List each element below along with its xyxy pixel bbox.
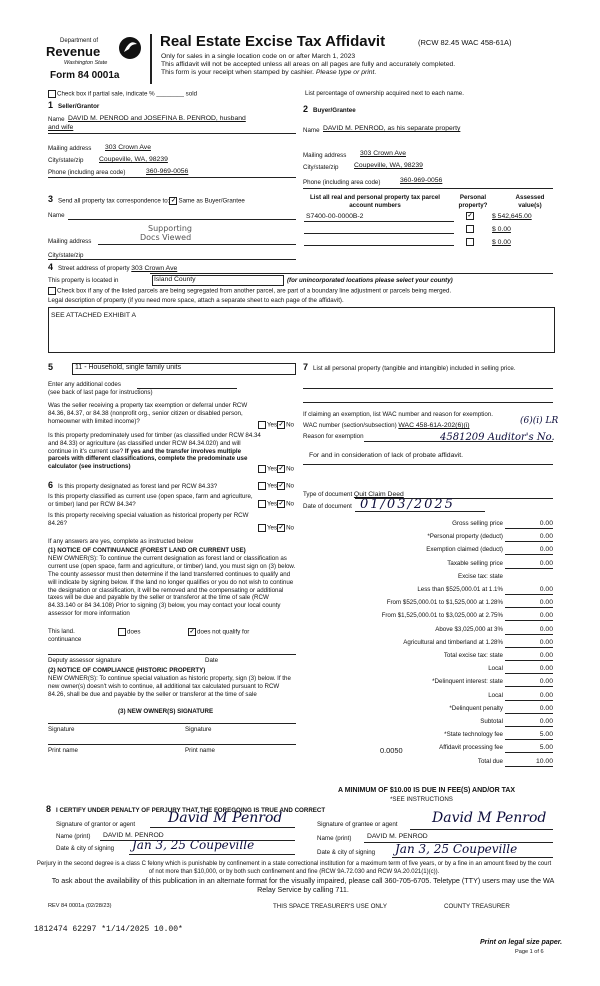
- tax-row-label: Local: [488, 665, 503, 673]
- exemption-claim-label: If claiming an exemption, list WAC number and reason for exemption.: [303, 411, 493, 418]
- seller-mail-label: Mailing address: [48, 145, 92, 152]
- treasurer-use-label: THIS SPACE TREASURER'S USE ONLY: [273, 903, 387, 910]
- buyer-city[interactable]: Coupeville, WA, 98239: [354, 162, 423, 169]
- exemption-answer: Yes✓ No: [258, 421, 294, 429]
- tax-row-underline: [505, 528, 553, 529]
- new-owner-signature-heading: (3) NEW OWNER(S) SIGNATURE: [118, 708, 214, 715]
- revision-label: REV 84 0001a (02/28/23): [48, 903, 112, 909]
- tax-row-value[interactable]: 0.00: [539, 533, 553, 541]
- tax-row-underline: [505, 752, 553, 753]
- supporting-docs-stamp-2: Docs Viewed: [140, 233, 192, 242]
- supporting-docs-stamp-1: Supporting: [148, 224, 192, 233]
- additional-codes-label: Enter any additional codes: [48, 381, 121, 388]
- section-2-number: 2: [303, 104, 309, 114]
- owner-print-label-2: Print name: [185, 747, 215, 754]
- list-percentage-text: List percentage of ownership acquired next to each name.: [305, 90, 464, 97]
- section-6-number: 6: [48, 480, 54, 490]
- tax-row-value[interactable]: 0.00: [539, 652, 553, 659]
- header: [0, 0, 600, 90]
- buyer-phone[interactable]: 360-969-0056: [400, 177, 443, 184]
- legal-desc-label: Legal description of property (if you need more space, attach a separate sheet to each page of the affidavit).: [48, 297, 344, 304]
- does-option: does: [118, 628, 140, 636]
- seller-heading: Seller/Grantor: [58, 103, 100, 110]
- tax-row-value[interactable]: 0.00: [539, 612, 553, 620]
- tax-row-label: *State technology fee: [444, 731, 503, 739]
- does-checkbox[interactable]: [118, 628, 126, 636]
- current-use-question: Is this property classified as current use (open space, farm and agriculture, or timber) land per RCW 84.34?: [48, 493, 253, 508]
- tax-row-value[interactable]: 0.00: [539, 520, 553, 527]
- tax-row-underline: [505, 620, 553, 621]
- certify-statement: I CERTIFY UNDER PENALTY OF PERJURY THAT THE FOREGOING IS TRUE AND CORRECT: [56, 807, 326, 814]
- tax-row-label: *Personal property (deduct): [427, 533, 503, 541]
- parcel-value-1[interactable]: $ 542,645.00: [492, 213, 532, 220]
- buyer-mail[interactable]: 303 Crown Ave: [360, 150, 406, 157]
- grantor-name-label: Name (print): [56, 833, 91, 840]
- forest-land-question: Is this property designated as forest land per RCW 84.33?: [58, 483, 218, 490]
- notice-continuance-text: NEW OWNER(S): To continue the current designation as forest land or classification as current use (open space, farm and agriculture, or timber) land, you must sign on (3) below. The county assessor must then determine if the land transferred continues to qualify and will indicate by signing below. If the land no longer qualifies or you do not wish to continue the designation or classification, it will be removed and the compensating or additional taxes will be due and payable by the seller or transferor at the time of sale (RCW 84.33.140 or 84 34.108) Prior to signing (3) below, you may contact your local county assessor for more information: [48, 555, 296, 618]
- buyer-name[interactable]: DAVID M. PENROD, as his separate property: [323, 125, 461, 132]
- deputy-assessor-label: Deputy assessor signature: [48, 657, 122, 664]
- exemption-question: Was the seller receiving a property tax exemption or deferral under RCW 84.36, 84.37, or 84.38 (nonprofit org., senior citizen or disabled person, homeowner with limited income)?: [48, 402, 248, 425]
- tax-row-label: *Delinquent interest: state: [432, 678, 503, 686]
- tax-row-underline: [505, 766, 553, 767]
- tax-row-value[interactable]: 0.00: [539, 691, 553, 699]
- notice-compliance-heading: (2) NOTICE OF COMPLIANCE (HISTORIC PROPERTY): [48, 667, 206, 674]
- tax-row-label: Excise tax: state: [457, 572, 503, 580]
- tax-row-label: From $1,525,000.01 to $3,025,000 at 2.75%: [381, 612, 503, 620]
- local-rate: 0.0050: [380, 746, 403, 755]
- exemption-no-checkbox[interactable]: ✓: [278, 422, 284, 428]
- page-title: Real Estate Excise Tax Affidavit: [160, 33, 386, 50]
- page-number: Page 1 of 6: [515, 949, 544, 955]
- header-note-1: Only for sales in a single location code on or after March 1, 2023: [161, 53, 356, 60]
- continuance-text: continuance: [48, 636, 82, 643]
- forest-yes-checkbox[interactable]: [258, 482, 266, 490]
- tax-row-underline: [505, 647, 553, 648]
- send-mail-label: Mailing address: [48, 238, 92, 245]
- parcel-1-personal-checkbox[interactable]: ✓: [467, 213, 473, 219]
- buyer-city-label: City/state/zip: [303, 164, 339, 171]
- tax-row-underline: [505, 607, 553, 608]
- tax-row-underline: [505, 673, 553, 674]
- notice-continuance-heading: (1) NOTICE OF CONTINUANCE (FOREST LAND OR CURRENT USE): [48, 547, 246, 554]
- seller-mail[interactable]: 303 Crown Ave: [105, 144, 151, 151]
- current-use-yes-checkbox[interactable]: [258, 500, 266, 508]
- tax-row-underline: [505, 594, 553, 595]
- buyer-mail-label: Mailing address: [303, 152, 347, 159]
- tax-row-value[interactable]: 0.00: [539, 559, 553, 567]
- receipt-stamp: 1812474 62297 *1/14/2025 10.00*: [34, 925, 183, 934]
- tax-row-value[interactable]: 0.00: [539, 718, 553, 725]
- seller-name[interactable]: DAVID M. PENROD and JOSEFINA B. PENROD, husband: [68, 115, 246, 122]
- send-city-label: City/state/zip: [48, 252, 84, 259]
- perjury-notice: Perjury in the second degree is a class C felony which is punishable by confinement in a state correctional institution for a maximum term of five years, or by a fine in an amount fixed by the court of not more than $10,000, or by both such confinement and fine (RCW 9A.72.030 and RCW 9A.20.021(1)(c)).: [36, 861, 552, 875]
- rcw-text: (RCW 82.45 WAC 458-61A): [418, 38, 512, 47]
- this-land-row: This land.: [48, 628, 75, 635]
- parcel-3-personal-checkbox[interactable]: [466, 238, 474, 246]
- tax-row-label: Exemption claimed (deduct): [426, 546, 503, 554]
- tax-row-label: Agricultural and timberland at 1.28%: [403, 638, 503, 646]
- doc-date-label: Date of document: [303, 503, 352, 510]
- historic-answer: Yes✓ No: [258, 524, 294, 532]
- header-divider: [150, 34, 152, 84]
- segregated-row: Check box if any of the listed parcels are being segregated from another parcel, are part of a boundary line adjustment or parcels being merged.: [48, 287, 451, 295]
- seller-city-label: City/state/zip: [48, 157, 84, 164]
- tax-row-label: Local: [488, 691, 503, 699]
- tax-row-value[interactable]: 0.00: [539, 678, 553, 686]
- document-type[interactable]: Quit Claim Deed: [353, 491, 404, 498]
- parcels-header-accounts: List all real and personal property tax parcel account numbers: [310, 194, 440, 209]
- see-instructions-note: (see back of last page for instructions): [48, 389, 153, 396]
- section-8-number: 8: [46, 804, 52, 814]
- tax-row-value[interactable]: 0.00: [539, 704, 553, 712]
- grantee-date-city[interactable]: Jan 3, 25 Coupeville: [395, 842, 518, 856]
- grantor-date-city[interactable]: Jan 3, 25 Coupeville: [132, 838, 255, 852]
- dept-text: Department of: [60, 38, 99, 44]
- buyer-phone-label: Phone (including area code): [303, 179, 381, 186]
- section-1-number: 1: [48, 100, 54, 110]
- tax-row-underline: [505, 541, 553, 542]
- tax-row-value[interactable]: 0.00: [539, 638, 553, 646]
- accessibility-notice: To ask about the availability of this publication in an alternate format for the visually impaired, please call 360-705-6705. Teletype (TTY) users may use the WA Relay Service by calling 711.: [51, 876, 555, 894]
- does-not-checkbox[interactable]: ✓: [189, 629, 195, 635]
- tax-row-label: Less than $525,000.01 at 1.1%: [417, 586, 503, 593]
- tax-row-value[interactable]: 5.00: [539, 744, 553, 752]
- state-text: Washington State: [64, 60, 108, 66]
- tax-row-value[interactable]: 0.00: [539, 665, 553, 673]
- section-7-number: 7: [303, 362, 309, 372]
- grantee-signature-label: Signature of grantee or agent: [317, 821, 398, 828]
- tax-row-label: Subtotal: [480, 718, 503, 725]
- tax-row-label: Total excise tax: state: [443, 652, 503, 659]
- tax-row-label: Above $3,025,000 at 3%: [435, 625, 503, 633]
- street-address-row: Street address of property 303 Crown Ave: [58, 265, 178, 272]
- tax-row-label: Affidavit processing fee: [439, 744, 503, 752]
- does-not-option: ✓ does not qualify for: [189, 628, 250, 636]
- deputy-date-label: Date: [205, 657, 219, 664]
- send-correspondence: Send all property tax correspondence to:✓ Same as Buyer/Grantee: [58, 197, 245, 205]
- owner-print-label-1: Print name: [48, 747, 78, 754]
- tax-row-value[interactable]: 5.00: [539, 731, 553, 739]
- seller-phone[interactable]: 360-969-0056: [146, 168, 189, 175]
- same-as-buyer-checkbox[interactable]: ✓: [170, 198, 176, 204]
- current-use-answer: Yes✓ No: [258, 500, 294, 508]
- historic-no-checkbox[interactable]: ✓: [278, 525, 284, 531]
- tax-row-label: Taxable selling price: [447, 559, 503, 567]
- exemption-reason[interactable]: For and in consideration of lack of probate affidavit.: [309, 452, 464, 459]
- tax-row-underline: [505, 713, 553, 714]
- send-name-label: Name: [48, 212, 65, 219]
- tax-row-underline: [505, 554, 553, 555]
- doc-type-row: Type of document Quit Claim Deed: [303, 491, 404, 498]
- grantor-signature-label: Signature of grantor or agent: [56, 821, 136, 828]
- owner-signature-label-2: Signature: [185, 726, 212, 733]
- tax-row-value[interactable]: 0.00: [539, 625, 553, 633]
- parcels-header-assessed: Assessed value(s): [515, 194, 545, 209]
- reason-label: Reason for exemption: [303, 433, 364, 440]
- personal-property-label: List all personal property (tangible and intangible) included in selling price.: [313, 365, 516, 372]
- property-use-value: 11 - Household, single family units: [75, 364, 182, 371]
- wac-handwritten: (6)(i) LR: [520, 416, 559, 426]
- county-treasurer-label: COUNTY TREASURER: [444, 903, 510, 910]
- partial-sale-checkbox[interactable]: [48, 90, 56, 98]
- grantee-name-label: Name (print): [317, 835, 352, 842]
- minimum-due-note: A MINIMUM OF $10.00 IS DUE IN FEE(S) AND/OR TAX: [338, 787, 516, 794]
- seller-phone-label: Phone (including area code): [48, 169, 126, 176]
- tax-row-label: Total due: [477, 757, 503, 765]
- tax-row-value[interactable]: 0.00: [539, 586, 553, 593]
- tax-row-underline: [505, 660, 553, 661]
- tax-row-value[interactable]: 10.00: [535, 757, 553, 765]
- notice-compliance-text: NEW OWNER(S): To continue special valuation as historic property, sign (3) below. If the new owner(s) doesn't wish to continue, all additional tax calculated pursuant to RCW 84.26, shall be due and payable by the seller or transferor at the time of sale: [48, 675, 291, 698]
- historic-yes-checkbox[interactable]: [258, 524, 266, 532]
- grantee-name[interactable]: DAVID M. PENROD: [367, 833, 428, 840]
- grantee-signature[interactable]: David M Penrod: [432, 810, 547, 826]
- county-value: Island County: [154, 276, 196, 283]
- parcel-value-3[interactable]: $ 0.00: [492, 239, 511, 246]
- street-address[interactable]: 303 Crown Ave: [131, 265, 178, 272]
- timber-question: Is this property predominately used for timber (as classified under RCW 84.34 and 84.33) or agriculture (as classified under RCW 84.34.020) and will continue in it's current use? If yes and the transfer involves multiple parcels with different classifications, complete the predominate use calculator (see instructions): [48, 432, 261, 470]
- timber-no-checkbox[interactable]: ✓: [278, 466, 284, 472]
- located-label: This property is located in: [48, 277, 119, 284]
- wac-row: WAC number (section/subsection) WAC 458-61A-202(6)(i): [303, 422, 470, 429]
- form-number: Form 84 0001a: [50, 70, 120, 81]
- segregated-checkbox[interactable]: [48, 287, 56, 295]
- if-yes-instructions: If any answers are yes, complete as instructed below: [48, 538, 194, 545]
- tax-row-underline: [505, 739, 553, 740]
- partial-sale-row: Check box if partial sale, indicate % ________ sold: [48, 90, 197, 98]
- tax-row-underline: [505, 686, 553, 687]
- header-note-3: This form is your receipt when stamped by cashier. Please type or print.: [161, 69, 377, 76]
- grantor-date-label: Date & city of signing: [56, 845, 115, 852]
- tax-row-label: From $525,000.01 to $1,525,000 at 1.28%: [386, 599, 503, 607]
- forest-land-answer: Yes✓ No: [258, 482, 294, 490]
- seller-city[interactable]: Coupeville, WA, 98239: [99, 156, 168, 163]
- revenue-logo-icon: [118, 36, 142, 60]
- seller-name-line-2[interactable]: and wife: [48, 124, 74, 131]
- see-instructions-footnote: *SEE INSTRUCTIONS: [390, 796, 453, 803]
- tax-row-underline: [505, 726, 553, 727]
- buyer-heading: Buyer/Grantee: [313, 107, 356, 114]
- grantee-date-label: Date & city of signing: [317, 849, 376, 856]
- parcel-value-2[interactable]: $ 0.00: [492, 226, 511, 233]
- parcel-2-personal-checkbox[interactable]: [466, 225, 474, 233]
- forest-no-checkbox[interactable]: ✓: [278, 483, 284, 489]
- section-3-number: 3: [48, 194, 54, 204]
- exemption-yes-checkbox[interactable]: [258, 421, 266, 429]
- tax-row-label: Gross selling price: [452, 520, 503, 527]
- owner-signature-label-1: Signature: [48, 726, 75, 733]
- tax-row-underline: [505, 700, 553, 701]
- seller-name-label: Name: [48, 116, 65, 123]
- section-4-number: 4: [48, 262, 54, 272]
- parcels-header-personal: Personal property?: [458, 194, 488, 209]
- timber-yes-checkbox[interactable]: [258, 465, 266, 473]
- document-date[interactable]: 01/03/2025: [360, 497, 455, 512]
- current-use-no-checkbox[interactable]: ✓: [278, 501, 284, 507]
- tax-row-underline: [505, 634, 553, 635]
- parcel-account-1[interactable]: S7400-00-0000B-2: [306, 213, 364, 220]
- tax-row-value[interactable]: 0.00: [539, 599, 553, 607]
- print-legal-note: Print on legal size paper.: [480, 939, 563, 946]
- grantor-signature[interactable]: David M Penrod: [168, 810, 283, 826]
- section-5-number: 5: [48, 362, 54, 372]
- tax-row-value[interactable]: 0.00: [539, 546, 553, 554]
- tax-row-label: *Delinquent penalty: [449, 704, 503, 712]
- auditor-number-handwritten: 4581209 Auditor's No.: [440, 432, 555, 443]
- legal-description-text: SEE ATTACHED EXHIBIT A: [51, 312, 136, 319]
- wac-number[interactable]: WAC 458-61A-202(6)(i): [398, 422, 470, 429]
- grantor-name[interactable]: DAVID M. PENROD: [103, 832, 164, 839]
- header-note-2: This affidavit will not be accepted unless all areas on all pages are fully and accurately completed.: [161, 61, 456, 68]
- buyer-name-label: Name: [303, 127, 320, 134]
- historic-question: Is this property receiving special valuation as historical property per RCW 84.26?: [48, 512, 249, 527]
- revenue-logo-text: Revenue: [46, 44, 101, 59]
- unincorporated-note: (for unincorporated locations please select your county): [287, 277, 453, 284]
- tax-row-underline: [505, 568, 553, 569]
- timber-answer: Yes✓ No: [258, 465, 294, 473]
